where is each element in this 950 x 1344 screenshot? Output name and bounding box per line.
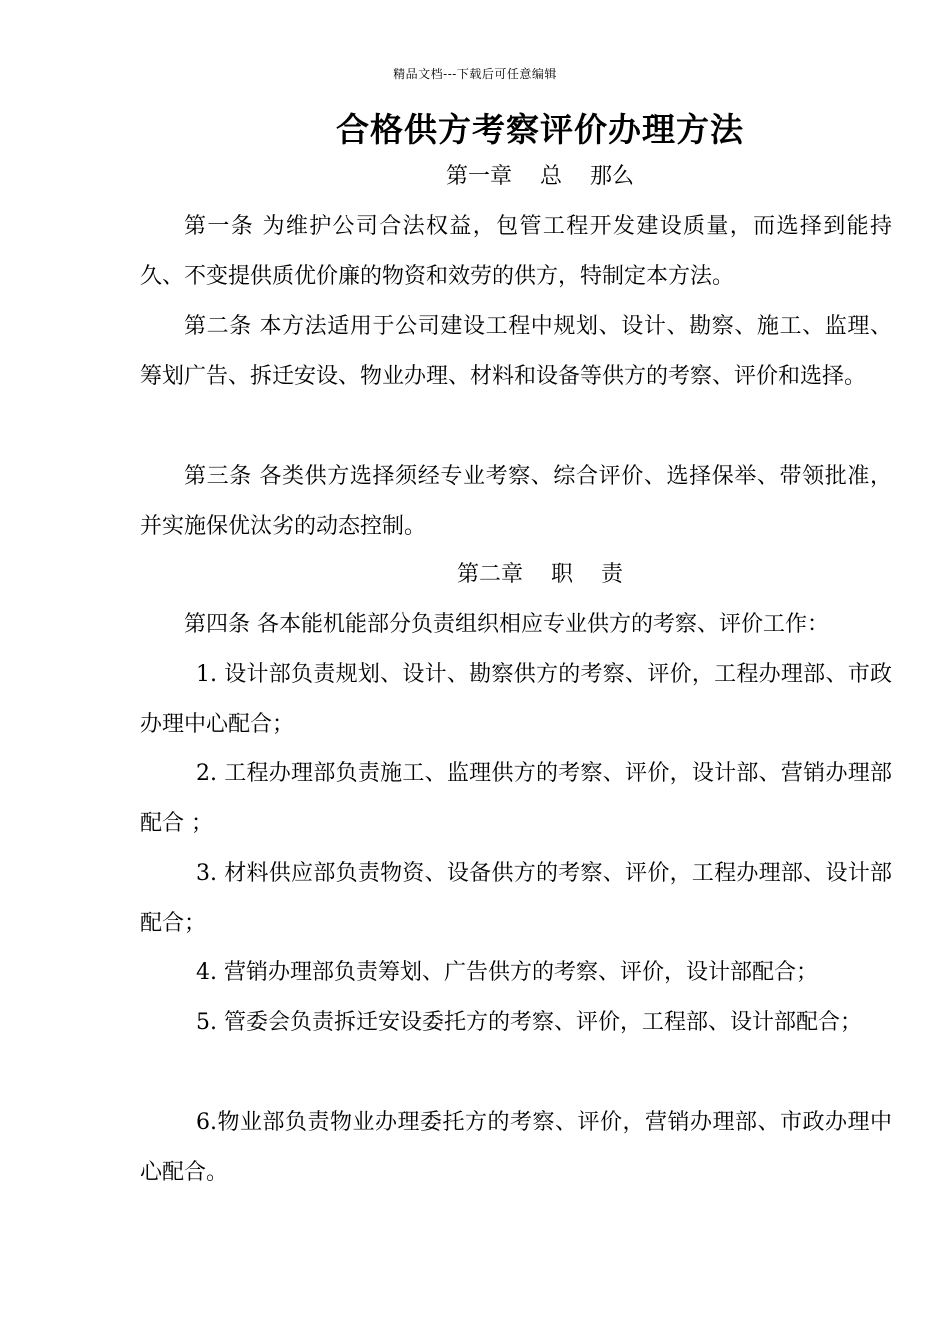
chapter-heading-2: 第二章 职 责: [457, 562, 623, 587]
header-note: 精品文档---下载后可任意编辑: [393, 67, 557, 81]
list-item-5: 5. 管委会负责拆迁安设委托方的考察、评价，工程部、设计部配合；: [196, 1010, 862, 1035]
list-item-4: 4. 营销办理部负责筹划、广告供方的考察、评价，设计部配合；: [196, 960, 818, 985]
list-item-2: 2. 工程办理部负责施工、监理供方的考察、评价，设计部、营销办理部配合 ；: [140, 761, 892, 836]
chapter-heading-1: 第一章 总 那么: [446, 164, 634, 189]
article-2: 第二条 本方法适用于公司建设工程中规划、设计、勘察、施工、监理、筹划广告、拆迁安设、物业办理、材料和设备等供方的考察、评价和选择。: [140, 314, 892, 389]
article-1: 第一条 为维护公司合法权益，包管工程开发建设质量，而选择到能持久、不变提供质优价廉的物资和效劳的供方，特制定本方法。: [140, 214, 892, 289]
article-4: 第四条 各本能机能部分负责组织相应专业供方的考察、评价工作：: [184, 612, 829, 637]
list-item-1: 1. 设计部负责规划、设计、勘察供方的考察、评价，工程办理部、市政办理中心配合；: [140, 662, 892, 737]
article-3: 第三条 各类供方选择须经专业考察、综合评价、选择保举、带领批准，并实施保优汰劣的动态控制。: [140, 464, 892, 539]
list-item-3: 3. 材料供应部负责物资、设备供方的考察、评价，工程办理部、设计部配合；: [140, 861, 892, 936]
list-item-6: 6.物业部负责物业办理委托方的考察、评价，营销办理部、市政办理中心配合。: [140, 1110, 892, 1185]
document-title: 合格供方考察评价办理方法: [336, 110, 744, 149]
